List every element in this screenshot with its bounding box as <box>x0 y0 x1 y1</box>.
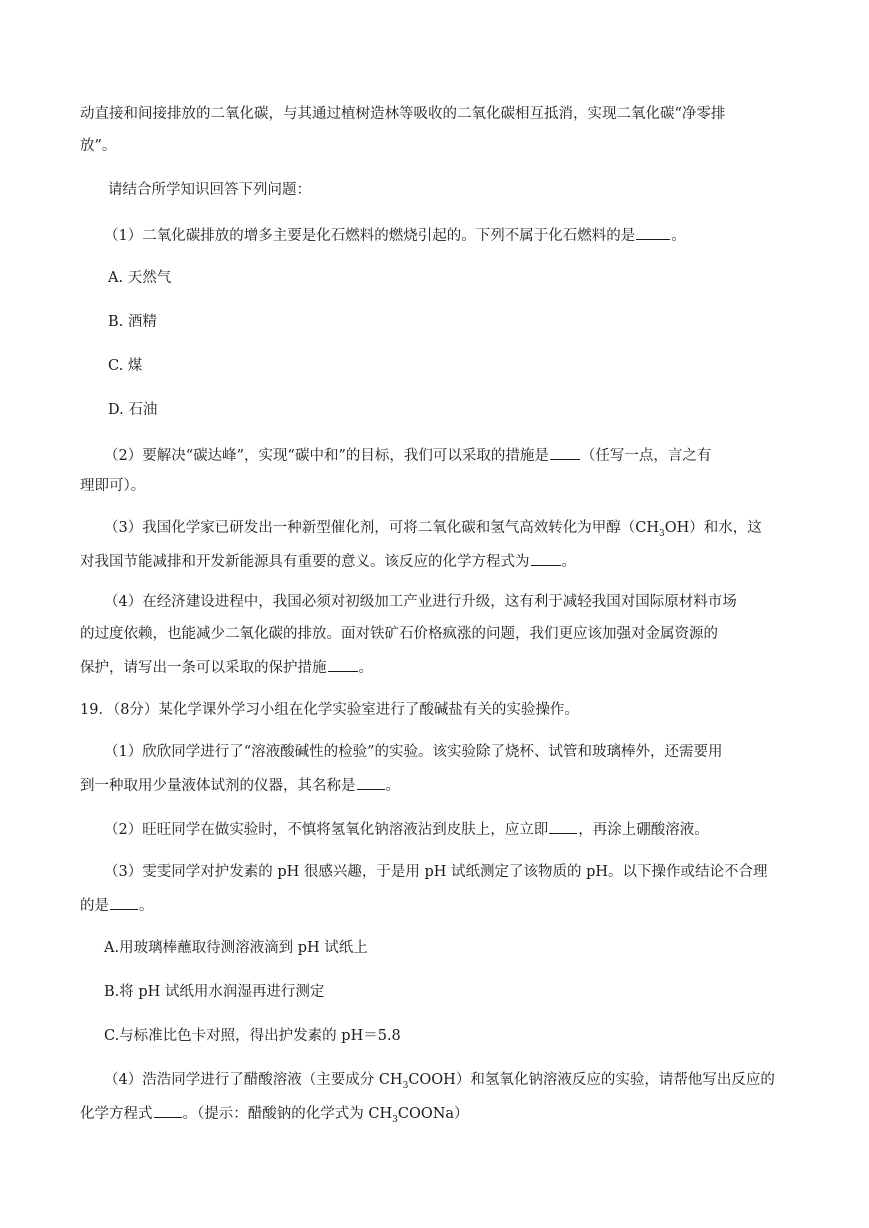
answer-blank[interactable] <box>550 444 580 460</box>
intro-line-2: 放”。 <box>80 138 117 154</box>
option-c: C. 煤 <box>108 358 143 374</box>
subscript: 3 <box>658 528 665 539</box>
question-2-line-1 <box>104 444 711 466</box>
answer-blank[interactable] <box>531 550 561 566</box>
question-4-end: 。 <box>358 660 373 676</box>
answer-blank[interactable] <box>328 656 358 672</box>
q19-part-4-line-2 <box>80 1102 469 1124</box>
answer-blank[interactable] <box>154 1102 182 1118</box>
question-19-header: 19．（8分）某化学课外学习小组在化学实验室进行了酸碱盐有关的实验操作。 <box>80 702 579 718</box>
q19-part-3-line-2 <box>80 894 154 916</box>
question-3-line-2 <box>80 550 576 572</box>
answer-blank[interactable] <box>357 774 385 790</box>
q19-part-2-text-a: （2）旺旺同学在做实验时，不慎将氢氧化钠溶液沾到皮肤上，应立即 <box>104 822 549 838</box>
q19-part-4-text-d: 。（提示：醋酸钠的化学式为 CH <box>182 1106 393 1122</box>
subscript: 3 <box>402 1080 409 1091</box>
question-4-line-1: （4）在经济建设进程中，我国必须对初级加工产业进行升级，这有利于减轻我国对国际原材料市场 <box>104 594 737 610</box>
q19-part-4-text-a: （4）浩浩同学进行了醋酸溶液（主要成分 CH <box>104 1072 403 1088</box>
q19-part-1-text: 到一种取用少量液体试剂的仪器，其名称是 <box>80 778 356 794</box>
option-a: A. 天然气 <box>108 270 172 286</box>
option-b: B. 酒精 <box>108 314 157 330</box>
q19-part-4-text-b: COOH）和氢氧化钠溶液反应的实验，请帮他写出反应的 <box>408 1072 775 1088</box>
question-3-text-a: （3）我国化学家已研发出一种新型催化剂，可将二氧化碳和氢气高效转化为甲醇（CH <box>104 520 659 536</box>
q19-part-1-line-2 <box>80 774 400 796</box>
q19-option-c: C.与标准比色卡对照，得出护发素的 pH＝5.8 <box>104 1028 401 1044</box>
q19-part-3-end: 。 <box>139 898 154 914</box>
question-2-line-2: 理即可）。 <box>80 478 146 494</box>
subscript: 3 <box>392 1114 398 1125</box>
question-1-text: （1）二氧化碳排放的增多主要是化石燃料的燃烧引起的。下列不属于化石燃料的是 <box>104 228 636 244</box>
intro-line-1: 动直接和间接排放的二氧化碳，与其通过植树造林等吸收的二氧化碳相互抵消，实现二氧化碳“净零排 <box>80 106 726 122</box>
q19-part-3-text: 的是 <box>80 898 109 914</box>
q19-part-2 <box>104 818 709 840</box>
prompt-text: 请结合所学知识回答下列问题： <box>108 182 311 198</box>
question-2-text-b: （任写一点，言之有 <box>580 448 712 464</box>
q19-part-2-text-b: ，再涂上硼酸溶液。 <box>578 822 709 838</box>
question-3-text-b: OH）和水，这 <box>664 520 762 536</box>
option-d: D. 石油 <box>108 402 158 418</box>
q19-part-1-line-1: （1）欣欣同学进行了“溶液酸碱性的检验”的实验。该实验除了烧杯、试管和玻璃棒外，还需要用 <box>104 744 723 760</box>
question-1 <box>104 224 686 246</box>
question-4-line-3 <box>80 656 373 678</box>
q19-part-4-text-e: COONa） <box>397 1106 469 1122</box>
question-3-text-c: 对我国节能减排和开发新能源具有重要的意义。该反应的化学方程式为 <box>80 554 530 570</box>
question-4-line-2: 的过度依赖，也能减少二氧化碳的排放。面对铁矿石价格疯涨的问题，我们更应该加强对金属资源的 <box>80 626 718 642</box>
q19-part-4-line-1 <box>104 1070 775 1090</box>
question-2-text-a: （2）要解决“碳达峰”，实现“碳中和”的目标，我们可以采取的措施是 <box>104 448 549 464</box>
question-1-end: 。 <box>671 228 686 244</box>
q19-part-3-line-1: （3）雯雯同学对护发素的 pH 很感兴趣，于是用 pH 试纸测定了该物质的 pH。以下操作或结论不合理 <box>104 864 768 880</box>
q19-option-b: B.将 pH 试纸用水润湿再进行测定 <box>104 984 325 1000</box>
q19-part-4-text-c: 化学方程式 <box>80 1106 153 1122</box>
question-3-line-1 <box>104 518 762 538</box>
question-4-text: 保护，请写出一条可以采取的保护措施 <box>80 660 327 676</box>
answer-blank[interactable] <box>549 818 577 834</box>
answer-blank[interactable] <box>110 894 138 910</box>
answer-blank[interactable] <box>636 224 670 240</box>
question-3-end: 。 <box>561 554 576 570</box>
q19-option-a: A.用玻璃棒蘸取待测溶液滴到 pH 试纸上 <box>104 940 368 956</box>
q19-part-1-end: 。 <box>385 778 400 794</box>
